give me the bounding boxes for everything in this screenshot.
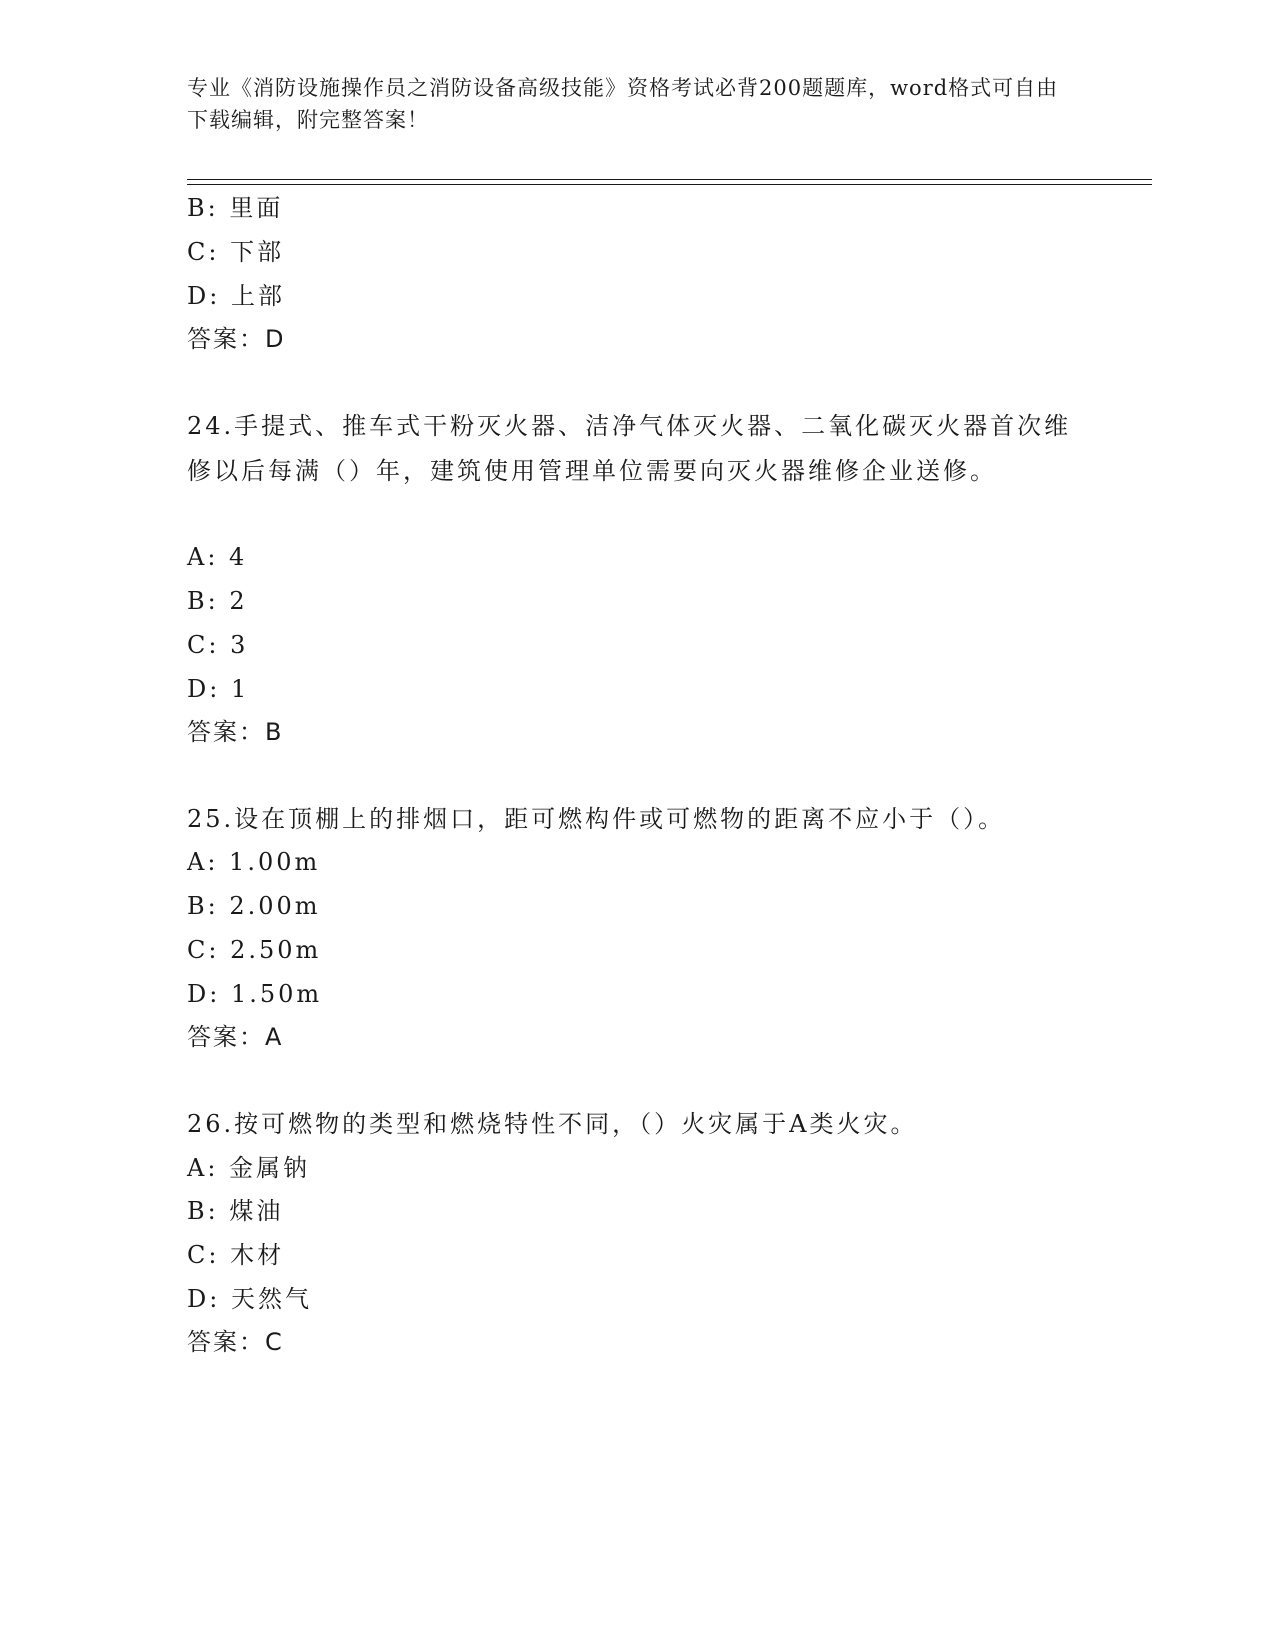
q24-option-d: D: 1: [187, 675, 250, 703]
option-b: B: 里面: [187, 194, 284, 222]
q26-option-c: C: 木材: [187, 1241, 285, 1269]
q24-option-c: C: 3: [187, 631, 249, 659]
q25-option-b: B: 2.00m: [187, 892, 321, 920]
header-divider-top: [187, 179, 1152, 180]
question-25-text: 25.设在顶棚上的排烟口，距可燃构件或可燃物的距离不应小于（）。: [187, 805, 1006, 833]
q25-option-d: D: 1.50m: [187, 980, 323, 1008]
q24-answer: 答案：B: [187, 718, 284, 746]
q26-option-a: A: 金属钠: [187, 1154, 311, 1182]
question-26-text: 26.按可燃物的类型和燃烧特性不同，（）火灾属于A类火灾。: [187, 1110, 918, 1138]
q25-option-c: C: 2.50m: [187, 936, 322, 964]
q24-option-a: A: 4: [187, 543, 248, 571]
option-c: C: 下部: [187, 238, 285, 266]
answer-text: 答案：D: [187, 325, 286, 353]
q24-option-b: B: 2: [187, 587, 248, 615]
question-24-text: 24.手提式、推车式干粉灭火器、洁净气体灭火器、二氧化碳灭火器首次维修以后每满（）年，建筑使用管理单位需要向灭火器维修企业送修。: [187, 412, 1072, 485]
q25-answer: 答案：A: [187, 1023, 284, 1051]
option-d: D: 上部: [187, 282, 285, 310]
document-header: 专业《消防设施操作员之消防设备高级技能》资格考试必背200题题库，word格式可自由下载编辑，附完整答案！: [187, 76, 1059, 132]
q26-option-b: B: 煤油: [187, 1197, 284, 1225]
q26-answer: 答案：C: [187, 1328, 284, 1356]
q26-option-d: D: 天然气: [187, 1285, 312, 1313]
q25-option-a: A: 1.00m: [187, 848, 321, 876]
header-divider-bottom: [187, 184, 1152, 185]
